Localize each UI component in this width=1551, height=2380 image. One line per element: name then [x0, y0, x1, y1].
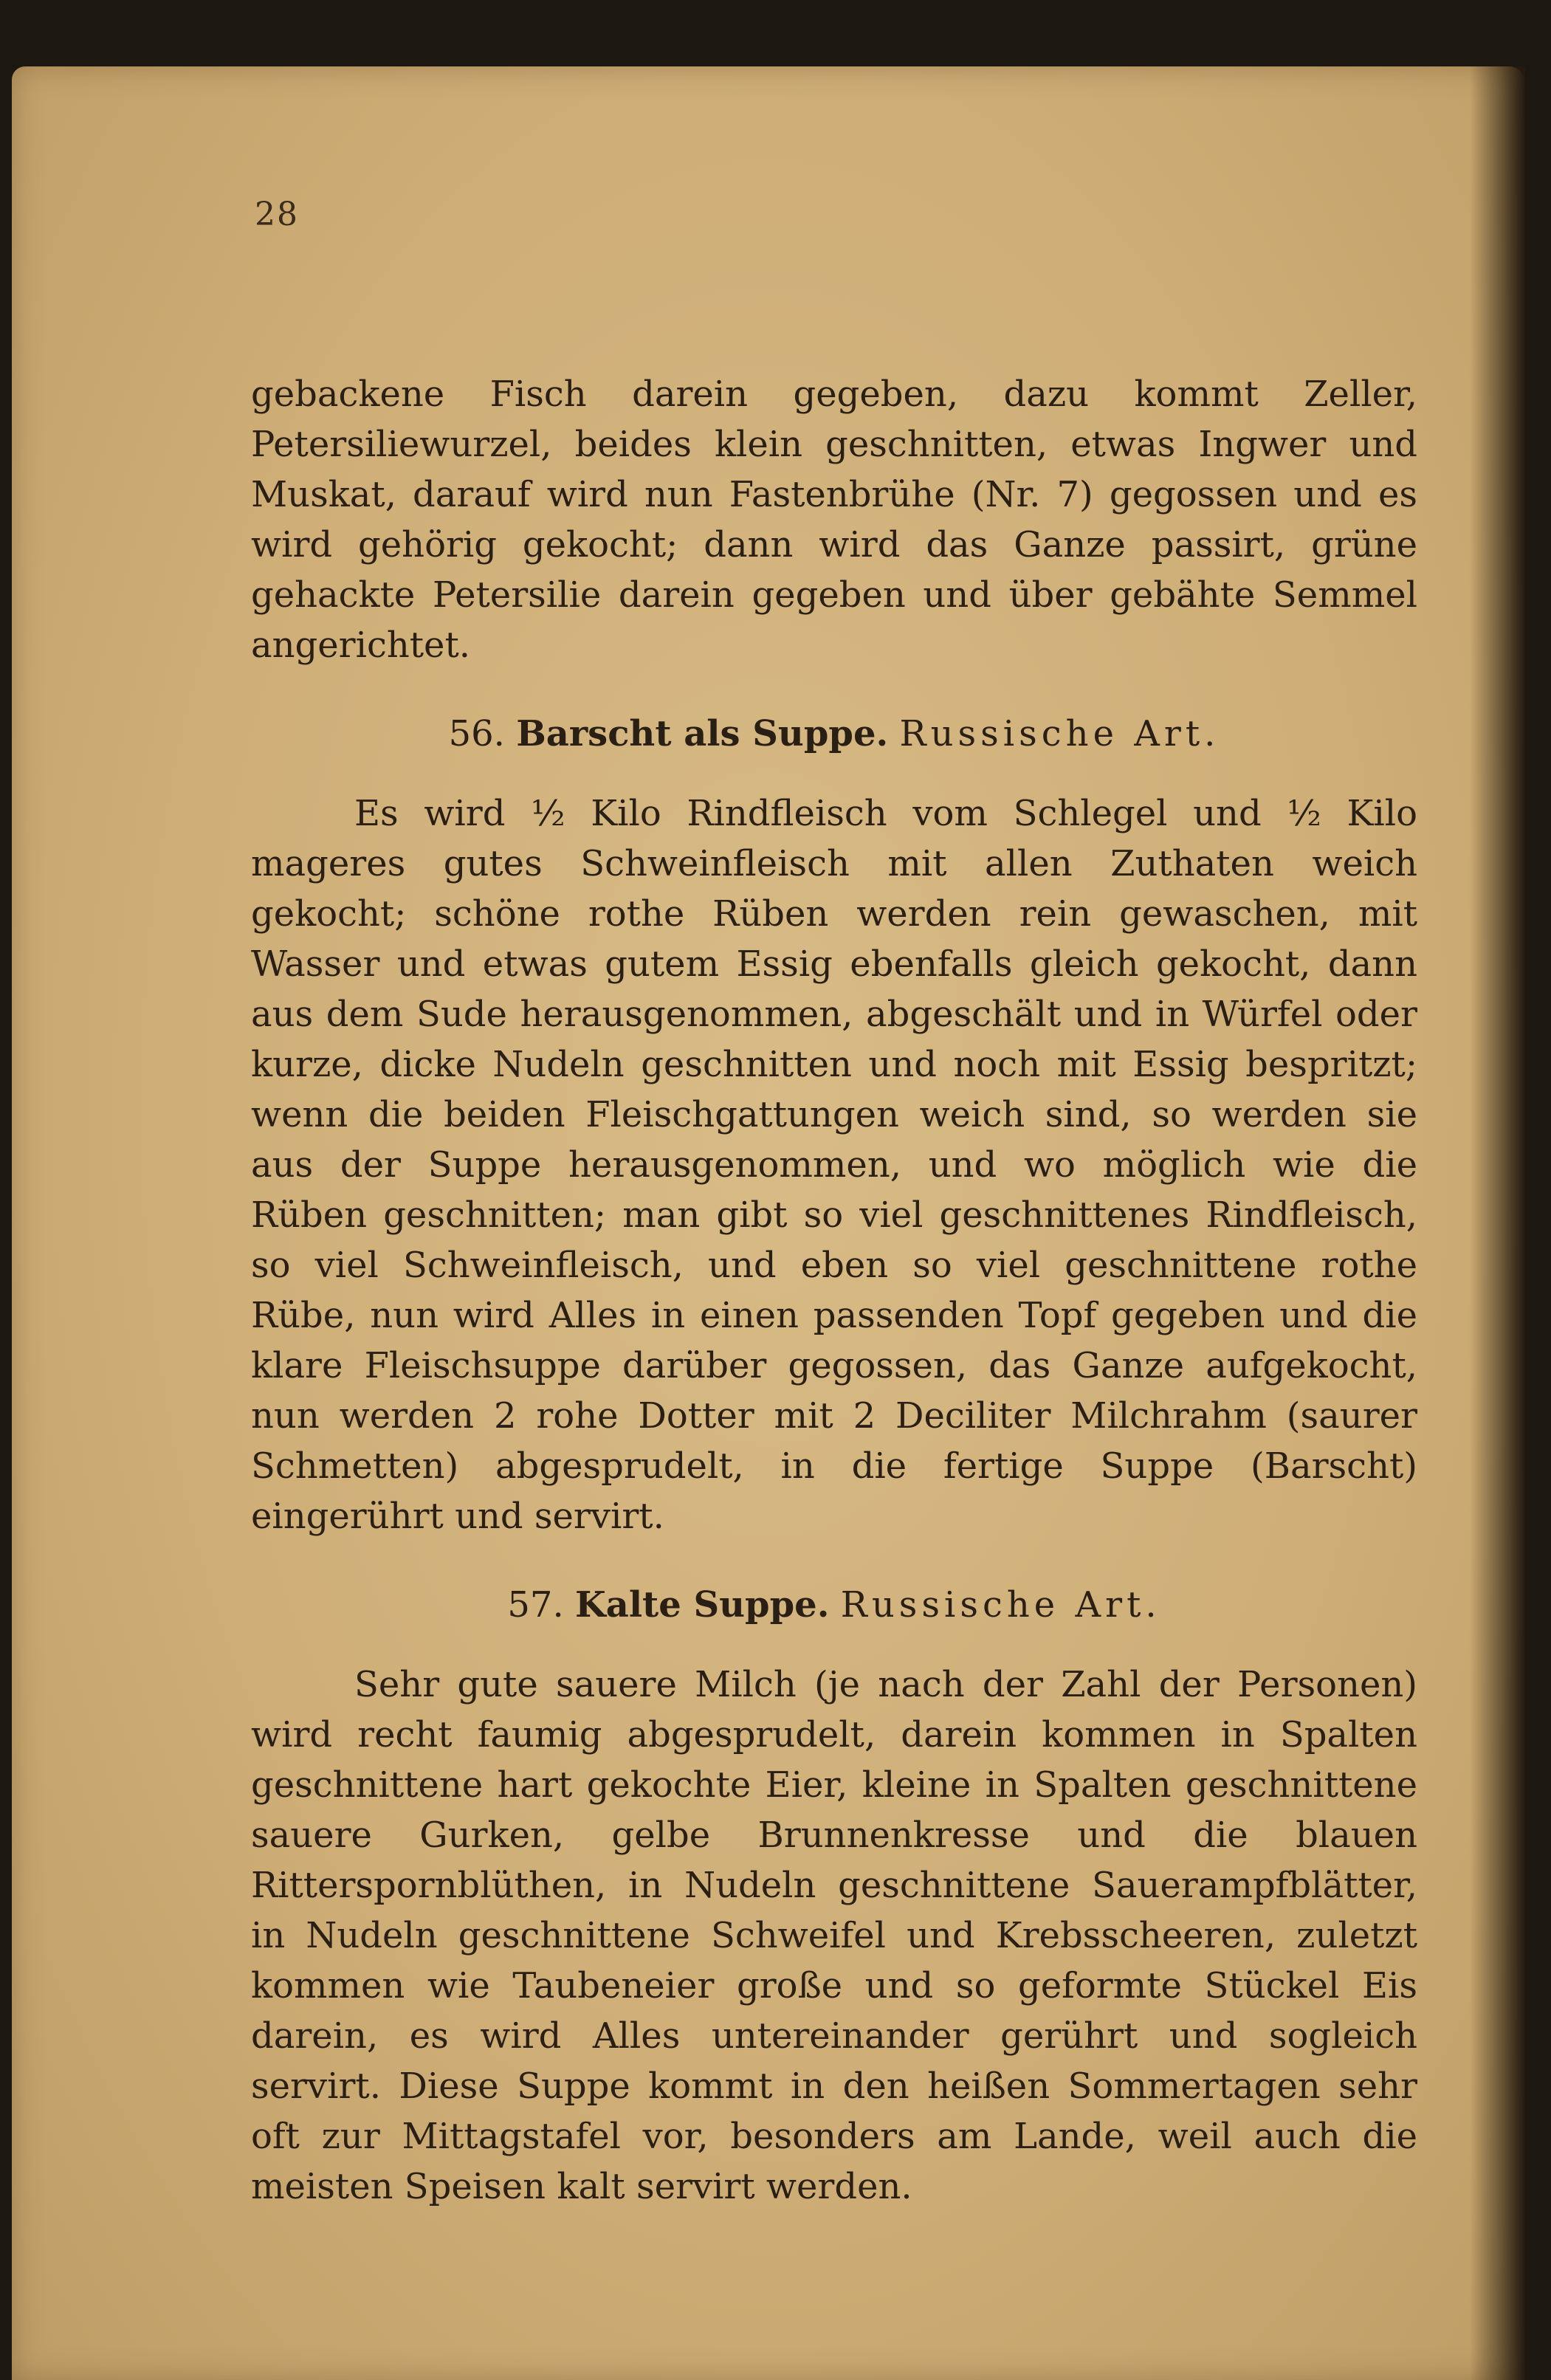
- recipe-57-number: 57.: [507, 1584, 564, 1626]
- recipe-57-heading: [251, 1580, 1417, 1630]
- book-gutter-shadow: [1470, 66, 1525, 2380]
- recipe-56-number: 56.: [448, 713, 505, 754]
- page-number: 28: [255, 196, 299, 233]
- recipe-57-style: Russische Art.: [840, 1584, 1161, 1626]
- recipe-56-heading: [251, 709, 1417, 759]
- intro-paragraph: gebackene Fisch darein gegeben, dazu kommt Zeller, Petersiliewurzel, beides klein geschnitten, etwas Ingwer und Muskat, darauf wird nun Fastenbrühe (Nr. 7) gegossen und es wird gehörig gekocht; dann wird das Ganze passirt, grüne gehackte Petersilie darein gegeben und über gebähte Semmel angerichtet.: [251, 374, 1417, 666]
- recipe-56-title: Barscht als Suppe.: [516, 713, 889, 754]
- recipe-56-text: Es wird ½ Kilo Rindfleisch vom Schlegel und ½ Kilo mageres gutes Schweinfleisch mit allen Zuthaten weich gekocht; schöne rothe Rüben werden rein gewaschen, mit Wasser und etwas gutem Essig ebenfalls gleich gekocht, dann aus dem Sude herausgenommen, abgeschält und in Würfel oder kurze, dicke Nudeln geschnitten und noch mit Essig bespritzt; wenn die beiden Fleischgattungen weich sind, so werden sie aus der Suppe herausgenommen, und wo möglich wie die Rüben geschnitten; man gibt so viel geschnittenes Rindfleisch, so viel Schweinfleisch, und eben so viel geschnittene rothe Rübe, nun wird Alles in einen passenden Topf gegeben und die klare Fleischsuppe darüber gegossen, das Ganze aufgekocht, nun werden 2 rohe Dotter mit 2 Deciliter Milchrahm (saurer Schmetten) abgesprudelt, in die fertige Suppe (Barscht) eingerührt und servirt.: [251, 793, 1417, 1537]
- recipe-57-text: Sehr gute sauere Milch (je nach der Zahl der Personen) wird recht faumig abgesprudelt, darein kommen in Spalten geschnittene hart gekochte Eier, kleine in Spalten geschnittene sauere Gurken, gelbe Brunnenkresse und die blauen Ritterspornblüthen, in Nudeln geschnittene Sauerampfblätter, in Nudeln geschnittene Schweifel und Krebsscheeren, zuletzt kommen wie Taubeneier große und so geformte Stückel Eis darein, es wird Alles untereinander gerührt und sogleich servirt. Diese Suppe kommt in den heißen Sommertagen sehr oft zur Mittagstafel vor, besonders am Lande, weil auch die meisten Speisen kalt servirt werden.: [251, 1664, 1417, 2207]
- page-text-block: [251, 369, 1417, 2212]
- recipe-57-title: Kalte Suppe.: [575, 1584, 830, 1626]
- recipe-56-style: Russische Art.: [899, 713, 1220, 754]
